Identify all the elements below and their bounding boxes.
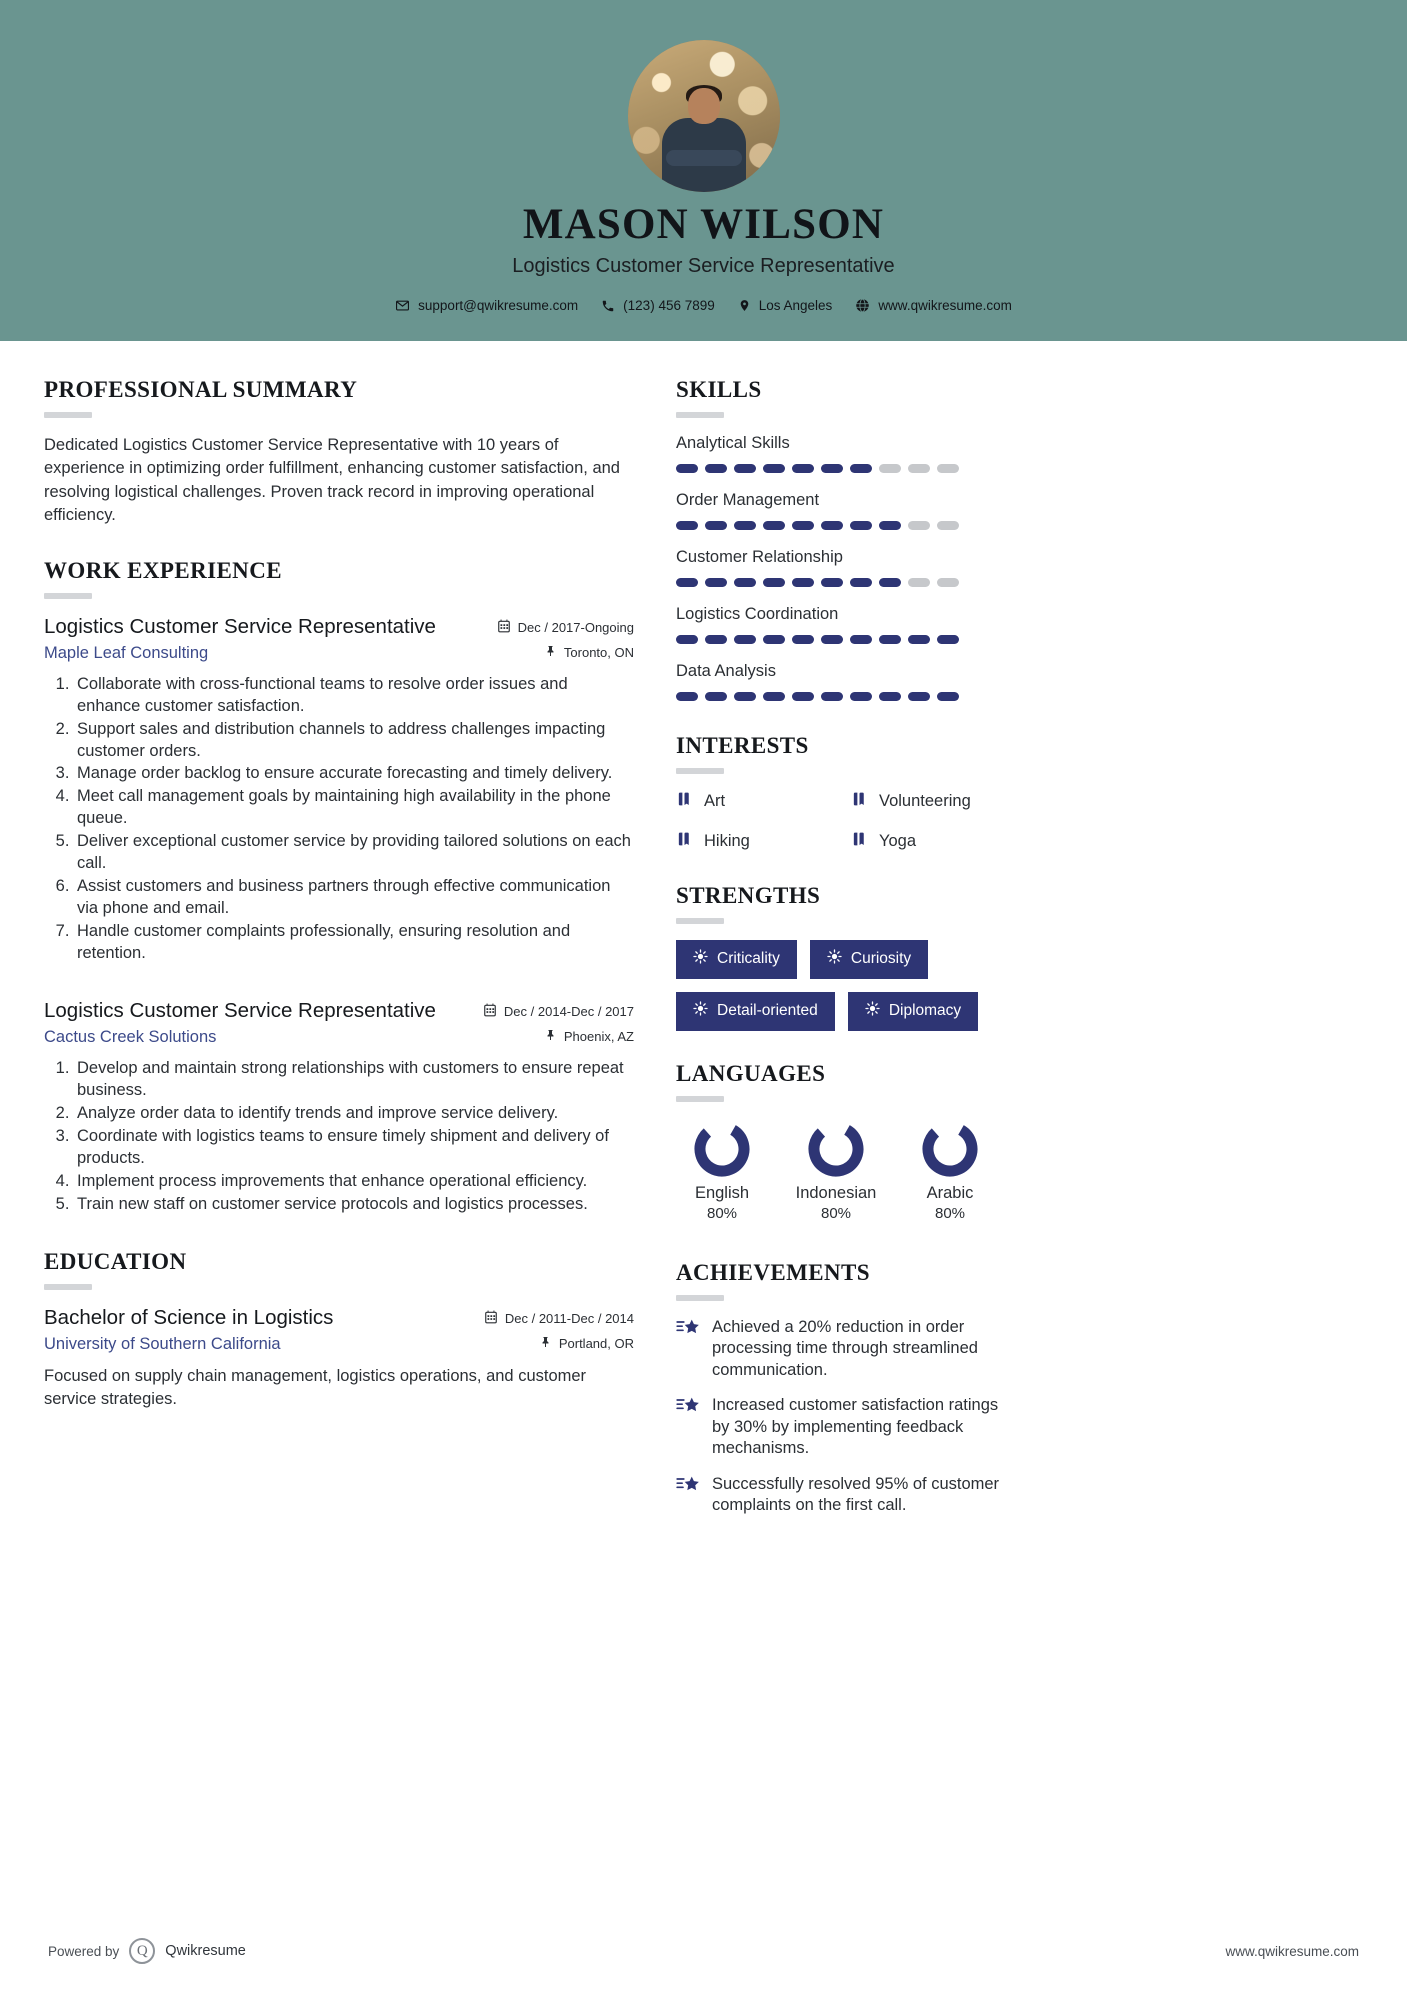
skill-label: Customer Relationship	[676, 548, 843, 566]
job-location	[545, 1028, 634, 1045]
job-entry	[44, 615, 634, 965]
job-company: Maple Leaf Consulting	[44, 643, 209, 662]
job-title: Logistics Customer Service Representative	[44, 998, 436, 1022]
skill-dash	[763, 521, 785, 530]
strength-badge	[810, 940, 928, 979]
resume-body	[0, 341, 1407, 1531]
skill-dash	[821, 578, 843, 587]
language-progress-ring	[691, 1118, 753, 1180]
skill-dash	[879, 692, 901, 701]
education-degree: Bachelor of Science in Logistics	[44, 1306, 334, 1330]
section-heading: ACHIEVEMENTS	[676, 1260, 870, 1285]
language-percent: 80%	[820, 1205, 852, 1222]
job-bullet: 6. Assist customers and business partners through effective communication via phone and email.	[74, 876, 634, 920]
avatar-arms	[666, 150, 742, 166]
skill-dash	[763, 635, 785, 644]
language-name: Arabic	[926, 1184, 974, 1202]
skill-dash	[676, 635, 698, 644]
skill-dash	[763, 578, 785, 587]
job-bullet: 3. Manage order backlog to ensure accurate forecasting and timely delivery.	[74, 763, 634, 785]
job-bullet: 3. Coordinate with logistics teams to ensure timely shipment and delivery of products.	[74, 1126, 634, 1170]
skill-dash	[734, 635, 756, 644]
sparkle-icon	[865, 1001, 880, 1021]
section-rule	[676, 412, 724, 418]
section-professional-summary	[44, 377, 634, 528]
skill-item	[676, 548, 1016, 587]
summary-text: Dedicated Logistics Customer Service Representative with 10 years of experience in optimizing order fulfillment, enhancing customer satisfaction, and resolving logistical challenges. Proven track record in improving operational efficiency.	[44, 436, 620, 525]
education-location	[540, 1335, 634, 1352]
skill-dash	[937, 521, 959, 530]
language-progress-ring	[919, 1118, 981, 1180]
calendar-icon	[483, 1003, 497, 1020]
strength-badge	[676, 940, 797, 979]
pin-icon	[540, 1335, 552, 1352]
skill-dash	[821, 521, 843, 530]
calendar-icon	[484, 1310, 498, 1327]
language-progress-ring	[805, 1118, 867, 1180]
section-interests	[676, 733, 1016, 853]
contact-website[interactable]	[855, 298, 1012, 313]
brand-name[interactable]: Qwikresume	[165, 1943, 246, 1959]
right-column	[676, 377, 1016, 1531]
skill-dash	[792, 692, 814, 701]
job-location-text: Toronto, ON	[563, 644, 634, 660]
language-item	[904, 1118, 996, 1222]
job-date-text: Dec / 2014-Dec / 2017	[503, 1003, 634, 1019]
skill-dash	[908, 692, 930, 701]
skill-dash	[705, 578, 727, 587]
spacer	[676, 1031, 1016, 1061]
education-date-text: Dec / 2011-Dec / 2014	[504, 1311, 634, 1327]
interest-label: Yoga	[879, 832, 917, 850]
globe-icon	[855, 298, 870, 313]
section-heading: STRENGTHS	[676, 883, 821, 908]
job-bullet-list	[44, 674, 634, 965]
strength-badge	[848, 992, 978, 1031]
skill-label: Order Management	[676, 491, 820, 509]
resume-header	[0, 0, 1407, 341]
avatar	[628, 40, 780, 192]
skill-dash	[676, 464, 698, 473]
skill-dash	[792, 464, 814, 473]
footer-website[interactable]: www.qwikresume.com	[1225, 1943, 1359, 1959]
achievement-text: Increased customer satisfaction ratings by 30% by implementing feedback mechanisms.	[712, 1396, 999, 1458]
job-bullet: 1. Collaborate with cross-functional teams to resolve order issues and enhance customer satisfaction.	[74, 674, 634, 718]
skill-dash	[879, 578, 901, 587]
skill-dash	[705, 635, 727, 644]
skill-rating-bar	[676, 521, 1016, 530]
language-name: Indonesian	[795, 1184, 877, 1202]
job-bullet: 7. Handle customer complaints professionally, ensuring resolution and retention.	[74, 921, 634, 965]
skill-dash	[792, 578, 814, 587]
language-list	[676, 1118, 1016, 1222]
skill-dash	[763, 464, 785, 473]
interest-item	[676, 830, 841, 853]
powered-by-label: Powered by	[48, 1943, 120, 1959]
job-title: Logistics Customer Service Representative	[44, 614, 436, 638]
section-education	[44, 1249, 634, 1410]
calendar-icon	[497, 619, 511, 636]
skill-dash	[937, 692, 959, 701]
job-bullet: 4. Implement process improvements that enhance operational efficiency.	[74, 1171, 634, 1193]
job-location	[545, 644, 634, 661]
interest-label: Art	[704, 792, 726, 810]
education-school: University of Southern California	[44, 1335, 281, 1354]
skill-dash	[879, 521, 901, 530]
job-subheader	[44, 644, 634, 663]
job-header	[44, 999, 634, 1023]
book-icon	[851, 830, 868, 853]
skill-dash	[705, 464, 727, 473]
section-rule	[44, 593, 92, 599]
section-skills	[676, 377, 1016, 701]
section-rule	[44, 1284, 92, 1290]
achievement-item	[676, 1395, 1016, 1459]
section-heading: EDUCATION	[44, 1249, 187, 1275]
education-list	[44, 1306, 634, 1410]
skill-dash	[937, 578, 959, 587]
language-name: English	[694, 1184, 750, 1202]
skill-dash	[850, 692, 872, 701]
section-heading: LANGUAGES	[676, 1061, 826, 1086]
spacer	[676, 853, 1016, 883]
contact-phone-text: (123) 456 7899	[623, 298, 715, 313]
skill-dash	[792, 521, 814, 530]
language-item	[676, 1118, 768, 1222]
skill-label: Analytical Skills	[676, 434, 790, 452]
skill-dash	[908, 521, 930, 530]
job-date	[497, 619, 634, 636]
phone-icon	[601, 299, 615, 313]
section-heading: INTERESTS	[676, 733, 809, 758]
education-subheader	[44, 1335, 634, 1354]
section-rule	[44, 412, 92, 418]
sparkle-icon	[693, 949, 708, 969]
contact-location-text: Los Angeles	[758, 298, 833, 313]
interest-list	[676, 790, 1016, 853]
achievement-item	[676, 1317, 1016, 1381]
achievement-item	[676, 1474, 1016, 1517]
section-rule	[676, 1295, 724, 1301]
skill-rating-bar	[676, 464, 1016, 473]
section-strengths	[676, 883, 1016, 1031]
contact-phone[interactable]	[601, 298, 715, 313]
skill-item	[676, 605, 1016, 644]
education-entry	[44, 1306, 634, 1410]
book-icon	[676, 830, 693, 853]
language-item	[790, 1118, 882, 1222]
strength-label: Curiosity	[850, 950, 912, 967]
job-location-text: Phoenix, AZ	[563, 1028, 634, 1044]
section-work-experience	[44, 558, 634, 1216]
achievement-text: Achieved a 20% reduction in order processing time through streamlined communication.	[712, 1318, 978, 1379]
job-bullet: 1. Develop and maintain strong relationships with customers to ensure repeat business.	[74, 1058, 634, 1102]
interest-item	[851, 830, 1016, 853]
mail-icon	[395, 298, 410, 313]
skill-dash	[908, 578, 930, 587]
contact-location	[738, 298, 833, 313]
skill-dash	[734, 464, 756, 473]
skill-rating-bar	[676, 635, 1016, 644]
spacer	[676, 719, 1016, 733]
star-icon	[676, 1317, 700, 1381]
star-icon	[676, 1395, 700, 1459]
star-icon	[676, 1474, 700, 1517]
job-date	[483, 1003, 634, 1020]
sparkle-icon	[693, 1001, 708, 1021]
interest-label: Volunteering	[879, 792, 971, 810]
skill-dash	[821, 464, 843, 473]
job-list	[44, 615, 634, 1216]
skill-rating-bar	[676, 692, 1016, 701]
skill-label: Logistics Coordination	[676, 605, 839, 623]
interest-label: Hiking	[704, 832, 750, 850]
strength-label: Criticality	[717, 950, 780, 967]
education-description: Focused on supply chain management, logistics operations, and customer service strategies.	[44, 1367, 587, 1408]
section-heading: SKILLS	[676, 377, 762, 402]
skill-dash	[792, 635, 814, 644]
section-rule	[676, 1096, 724, 1102]
spacer	[44, 1219, 634, 1249]
job-bullet: 2. Analyze order data to identify trends and improve service delivery.	[74, 1103, 634, 1125]
job-bullet: 2. Support sales and distribution channels to address challenges impacting customer orders.	[74, 719, 634, 763]
skill-label: Data Analysis	[676, 662, 776, 680]
section-rule	[676, 918, 724, 924]
skill-dash	[821, 692, 843, 701]
section-heading: PROFESSIONAL SUMMARY	[44, 377, 358, 402]
section-achievements	[676, 1260, 1016, 1517]
job-entry	[44, 999, 634, 1216]
skill-item	[676, 434, 1016, 473]
skill-dash	[879, 464, 901, 473]
page-title: MASON WILSON	[522, 201, 885, 248]
section-languages	[676, 1061, 1016, 1222]
achievement-list	[676, 1317, 1016, 1517]
pin-icon	[545, 644, 557, 661]
education-location-text: Portland, OR	[558, 1336, 634, 1352]
contact-bar	[0, 298, 1407, 313]
strength-label: Diplomacy	[888, 1002, 962, 1019]
job-date-text: Dec / 2017-Ongoing	[517, 619, 634, 635]
book-icon	[676, 790, 693, 813]
contact-email-text: support@qwikresume.com	[418, 298, 579, 313]
job-company: Cactus Creek Solutions	[44, 1027, 217, 1046]
skill-dash	[937, 635, 959, 644]
skill-dash	[850, 464, 872, 473]
skill-dash	[705, 692, 727, 701]
skill-rating-bar	[676, 578, 1016, 587]
job-bullet: 4. Meet call management goals by maintaining high availability in the phone queue.	[74, 786, 634, 830]
skill-item	[676, 662, 1016, 701]
job-bullet-list	[44, 1058, 634, 1216]
skill-dash	[850, 578, 872, 587]
skill-dash	[763, 692, 785, 701]
pin-icon	[545, 1028, 557, 1045]
strength-badge	[676, 992, 835, 1031]
language-percent: 80%	[934, 1205, 966, 1222]
education-header	[44, 1306, 634, 1330]
avatar-portrait	[661, 88, 747, 192]
avatar-head	[688, 88, 720, 124]
skill-dash	[676, 578, 698, 587]
skill-dash	[937, 464, 959, 473]
skill-list	[676, 434, 1016, 701]
skill-dash	[734, 578, 756, 587]
skill-dash	[821, 635, 843, 644]
skill-dash	[850, 521, 872, 530]
job-header	[44, 615, 634, 639]
spacer	[676, 1222, 1016, 1260]
book-icon	[851, 790, 868, 813]
skill-dash	[676, 692, 698, 701]
contact-website-text: www.qwikresume.com	[878, 298, 1012, 313]
job-bullet: 5. Deliver exceptional customer service by providing tailored solutions on each call.	[74, 831, 634, 875]
skill-dash	[734, 521, 756, 530]
strength-list	[676, 940, 1016, 1031]
strength-label: Detail-oriented	[717, 1002, 818, 1019]
skill-dash	[908, 635, 930, 644]
skill-dash	[734, 692, 756, 701]
language-percent: 80%	[706, 1205, 738, 1222]
skill-item	[676, 491, 1016, 530]
skill-dash	[676, 521, 698, 530]
interest-item	[676, 790, 841, 813]
contact-email[interactable]	[395, 298, 578, 313]
skill-dash	[850, 635, 872, 644]
interest-item	[851, 790, 1016, 813]
spacer	[44, 528, 634, 558]
achievement-text: Successfully resolved 95% of customer complaints on the first call.	[712, 1474, 1000, 1515]
skill-dash	[908, 464, 930, 473]
location-icon	[738, 298, 751, 313]
section-rule	[676, 768, 724, 774]
education-date	[484, 1310, 634, 1327]
job-bullet: 5. Train new staff on customer service protocols and logistics processes.	[74, 1194, 634, 1216]
left-column	[44, 377, 634, 1531]
skill-dash	[705, 521, 727, 530]
resume-footer	[0, 1938, 1407, 1964]
job-subheader	[44, 1028, 634, 1047]
job-role-subtitle: Logistics Customer Service Representative	[512, 255, 895, 277]
skill-dash	[879, 635, 901, 644]
qwikresume-logo-icon: Q	[129, 1938, 155, 1964]
footer-branding	[48, 1938, 246, 1964]
sparkle-icon	[827, 949, 842, 969]
section-heading: WORK EXPERIENCE	[44, 557, 282, 583]
